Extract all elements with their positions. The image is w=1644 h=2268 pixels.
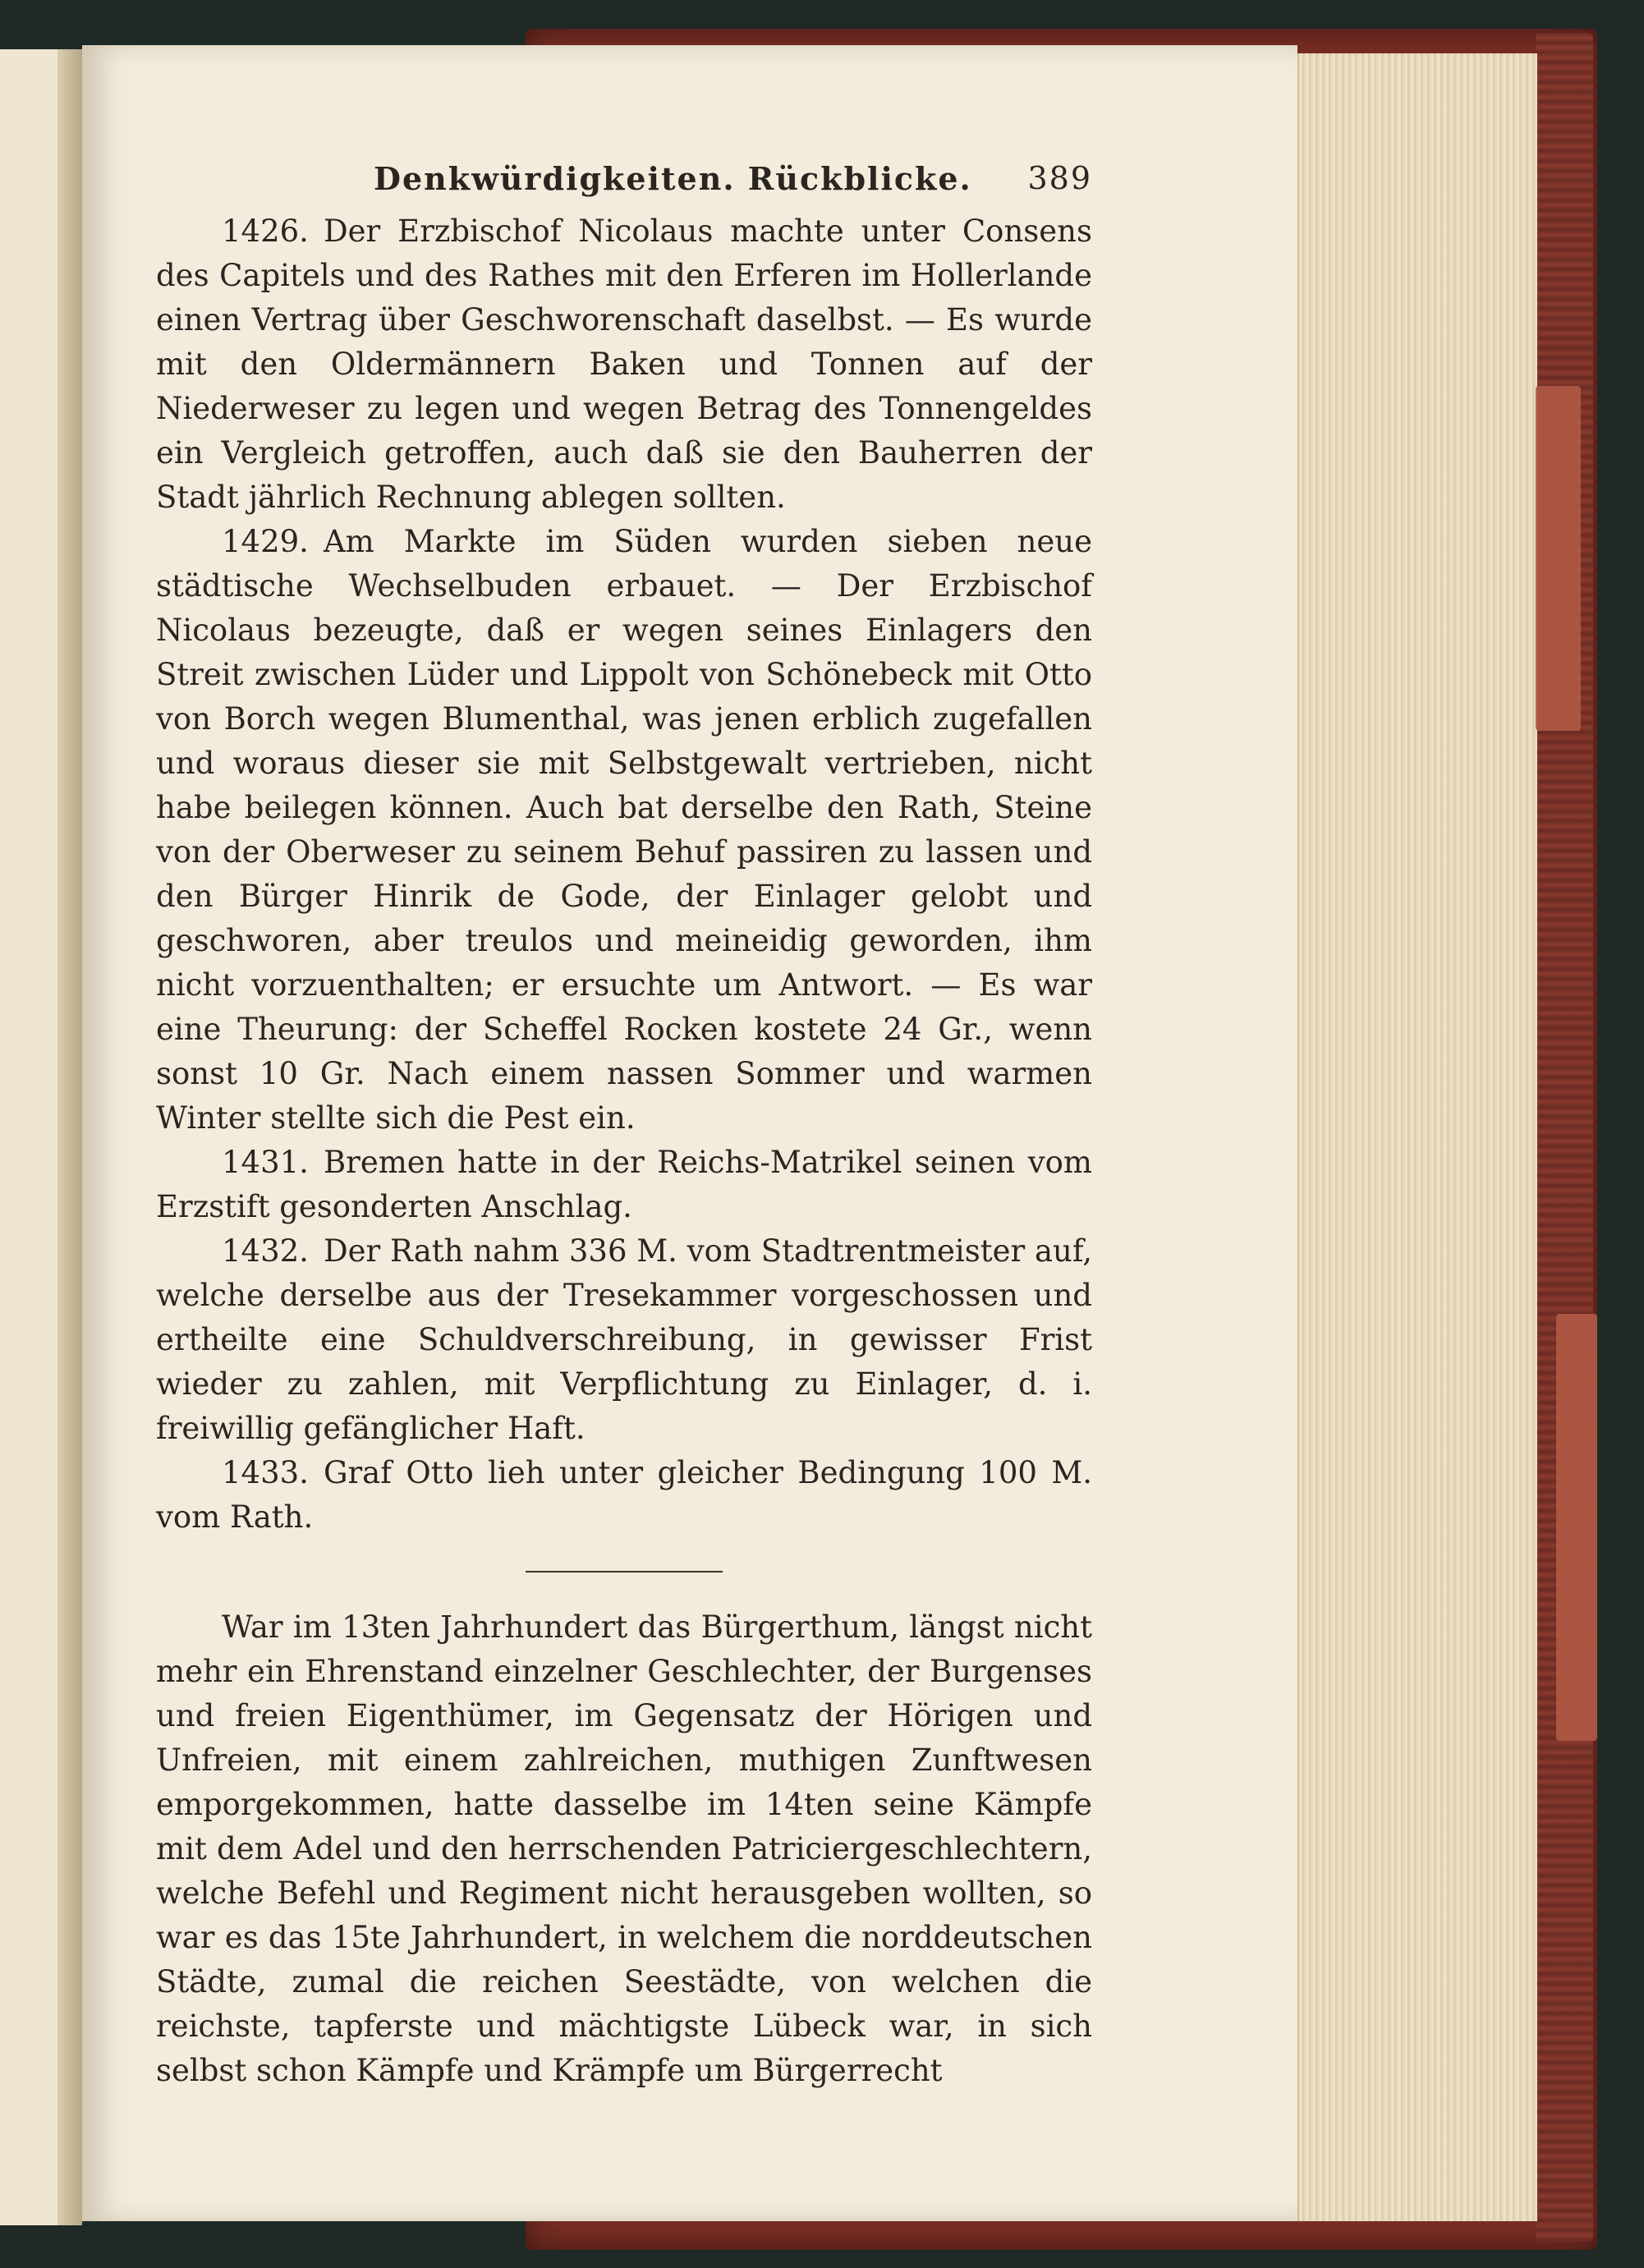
entry-text: Der Erzbischof Nicolaus machte unter Consens des Capitels und des Rathes mit den Erferen im Hollerlande einen Vertrag über Geschworenschaft daselbst. — Es wurde mit den Oldermännern Baken und Tonnen auf der Niederweser zu legen und wegen Betrag des Tonnengeldes ein Vergleich getroffen, auch daß sie den Bauherren der Stadt jährlich Rechnung ablegen sollten. <box>156 213 1092 515</box>
book-spine <box>1536 33 1593 2242</box>
chronicle-entry <box>156 1451 1092 1540</box>
page-number: 389 <box>1027 160 1092 196</box>
entry-year: 1433. <box>222 1455 309 1490</box>
page-text <box>156 160 1092 2093</box>
header-title: Denkwürdigkeiten. Rückblicke. <box>374 160 972 197</box>
closing-paragraph: War im 13ten Jahrhundert das Bürgerthum, längst nicht mehr ein Ehrenstand einzelner Geschlechter, der Burgenses und freien Eigenthümer, im Gegensatz der Hörigen und Unfreien, mit einem zahlreichen, muthigen Zunftwesen emporgekommen, hatte dasselbe im 14ten seine Kämpfe mit dem Adel und den herrschenden Patriciergeschlechtern, welche Befehl und Regiment nicht herausgeben wollten, so war es das 15te Jahrhundert, in welchem die norddeutschen Städte, zumal die reichen Seestädte, von welchen die reichste, tapferste und mächtigste Lübeck war, in sich selbst schon Kämpfe und Krämpfe um Bürgerrecht <box>156 1609 1092 2088</box>
chronicle-entry <box>156 520 1092 1141</box>
entry-year: 1426. <box>222 213 309 249</box>
running-header <box>156 160 1092 209</box>
chronicle-entry <box>156 1141 1092 1229</box>
entry-text: Bremen hatte in der Reichs-Matrikel seinen vom Erzstift gesonderten Anschlag. <box>156 1145 1092 1224</box>
entry-text: Graf Otto lieh unter gleicher Bedingung 100 M. vom Rath. <box>156 1455 1092 1535</box>
section-divider <box>526 1571 723 1572</box>
bookmark-tab <box>1556 1314 1597 1741</box>
chronicle-entry <box>156 1229 1092 1451</box>
bookmark-tab <box>1536 386 1581 731</box>
entry-year: 1429. <box>222 524 309 559</box>
left-gutter <box>57 49 82 2225</box>
entry-year: 1432. <box>222 1233 309 1269</box>
entry-year: 1431. <box>222 1145 309 1180</box>
chronicle-entry <box>156 209 1092 520</box>
entry-text: Der Rath nahm 336 M. vom Stadtrentmeister auf, welche derselbe aus der Tresekammer vorgeschossen und ertheilte eine Schuldverschreibung, in gewisser Frist wieder zu zahlen, mit Verpflichtung zu Einlager, d. i. freiwillig gefänglicher Haft. <box>156 1233 1092 1446</box>
page-edges <box>1297 53 1537 2221</box>
entry-text: Am Markte im Süden wurden sieben neue städtische Wechselbuden erbauet. — Der Erzbischof Nicolaus bezeugte, daß er wegen seines Einlagers den Streit zwischen Lüder und Lippolt von Schönebeck mit Otto von Borch wegen Blumenthal, was jenen erblich zugefallen und woraus dieser sie mit Selbstgewalt vertrieben, nicht habe beilegen können. Auch bat derselbe den Rath, Steine von der Oberweser zu seinem Behuf passiren zu lassen und den Bürger Hinrik de Gode, der Einlager gelobt und geschworen, aber treulos und meineidig geworden, ihm nicht vorzuenthalten; er ersuchte um Antwort. — Es war eine Theurung: der Scheffel Rocken kostete 24 Gr., wenn sonst 10 Gr. Nach einem nassen Sommer und warmen Winter stellte sich die Pest ein. <box>156 524 1092 1136</box>
